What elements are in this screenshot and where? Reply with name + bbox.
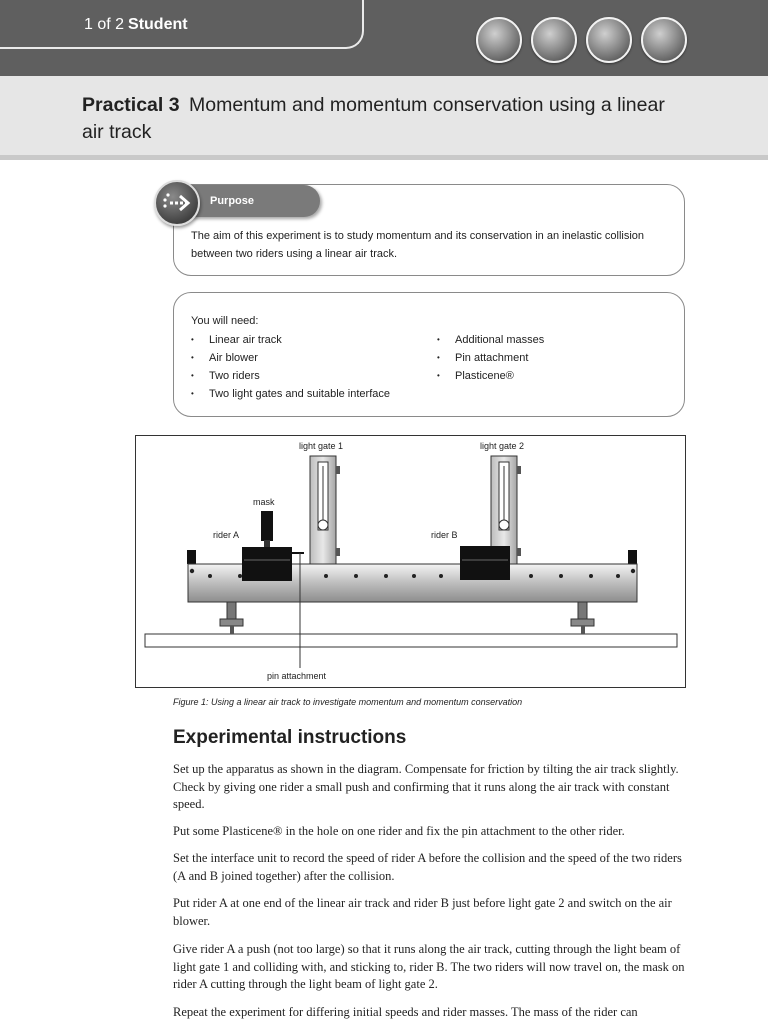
practical-title: Momentum and momentum conservation using a linear air track (82, 94, 665, 143)
paragraph: Put rider A at one end of the linear air track and rider B just before light gate 2 and switch on the air blower. (173, 896, 672, 928)
role-label: Student (128, 16, 188, 33)
page-number: 1 of 2 (84, 16, 125, 33)
list-item: • Two light gates and suitable interface (191, 385, 390, 403)
photo-2-icon (531, 17, 577, 63)
equipment-list-right (437, 331, 544, 385)
page-indicator (84, 16, 188, 34)
photo-1-icon (476, 17, 522, 63)
purpose-label: Purpose (210, 195, 255, 207)
paragraph: Repeat the experiment for differing initial speeds and rider masses. The mass of the rider can (173, 1005, 638, 1019)
label-rider-a: rider A (213, 530, 240, 540)
page-title (82, 92, 682, 146)
practical-label: Practical 3 (82, 94, 180, 116)
bench (145, 634, 677, 647)
list-item: • Air blower (191, 349, 390, 367)
light-gate-1 (310, 456, 340, 564)
equipment-list-left (191, 331, 390, 403)
purpose-text: The aim of this experiment is to study momentum and its conservation in an inelastic collision between two riders using a linear air track. (191, 230, 645, 260)
label-light-gate-2: light gate 2 (480, 441, 525, 451)
header-image-row (476, 17, 687, 63)
photo-3-icon (586, 17, 632, 63)
list-item: • Two riders (191, 367, 390, 385)
paragraph: Put some Plasticene® in the hole on one rider and fix the pin attachment to the other rider. (173, 824, 625, 838)
equipment-intro: You will need: (191, 315, 259, 327)
track-leg-left (220, 602, 243, 634)
arrow-right-icon (154, 180, 200, 226)
label-mask: mask (253, 497, 275, 507)
air-track-diagram (135, 435, 686, 688)
end-stop-left (187, 550, 196, 564)
paragraph: Set the interface unit to record the speed of rider A before the collision and the speed of the two riders (A and B joined together) after the collision. (173, 851, 682, 883)
label-light-gate-1: light gate 1 (299, 441, 344, 451)
list-item: • Linear air track (191, 331, 390, 349)
figure-caption: Figure 1: Using a linear air track to investigate momentum and momentum conservation (173, 697, 523, 707)
list-item: • Plasticene® (437, 367, 544, 385)
paragraph: Set up the apparatus as shown in the diagram. Compensate for friction by tilting the air track slightly. Check by giving one rider a small push and confirming that it runs along the air track with constant speed. (173, 762, 679, 811)
diagram-drawing (136, 436, 687, 689)
label-rider-b: rider B (431, 530, 458, 540)
end-stop-right (628, 550, 637, 564)
paragraph: Give rider A a push (not too large) so that it runs along the air track, cutting through the light beam of light gate 1 and colliding with, and sticking to, rider B. The two riders will now travel on, the mask on rider A cutting through the light beam of light gate 2. (173, 942, 685, 991)
photo-4-icon (641, 17, 687, 63)
list-item: • Pin attachment (437, 349, 544, 367)
rider-b (460, 546, 510, 580)
label-pin-attachment: pin attachment (267, 671, 327, 681)
list-item: • Additional masses (437, 331, 544, 349)
section-heading: Experimental instructions (173, 727, 407, 748)
track-leg-right (571, 602, 594, 634)
